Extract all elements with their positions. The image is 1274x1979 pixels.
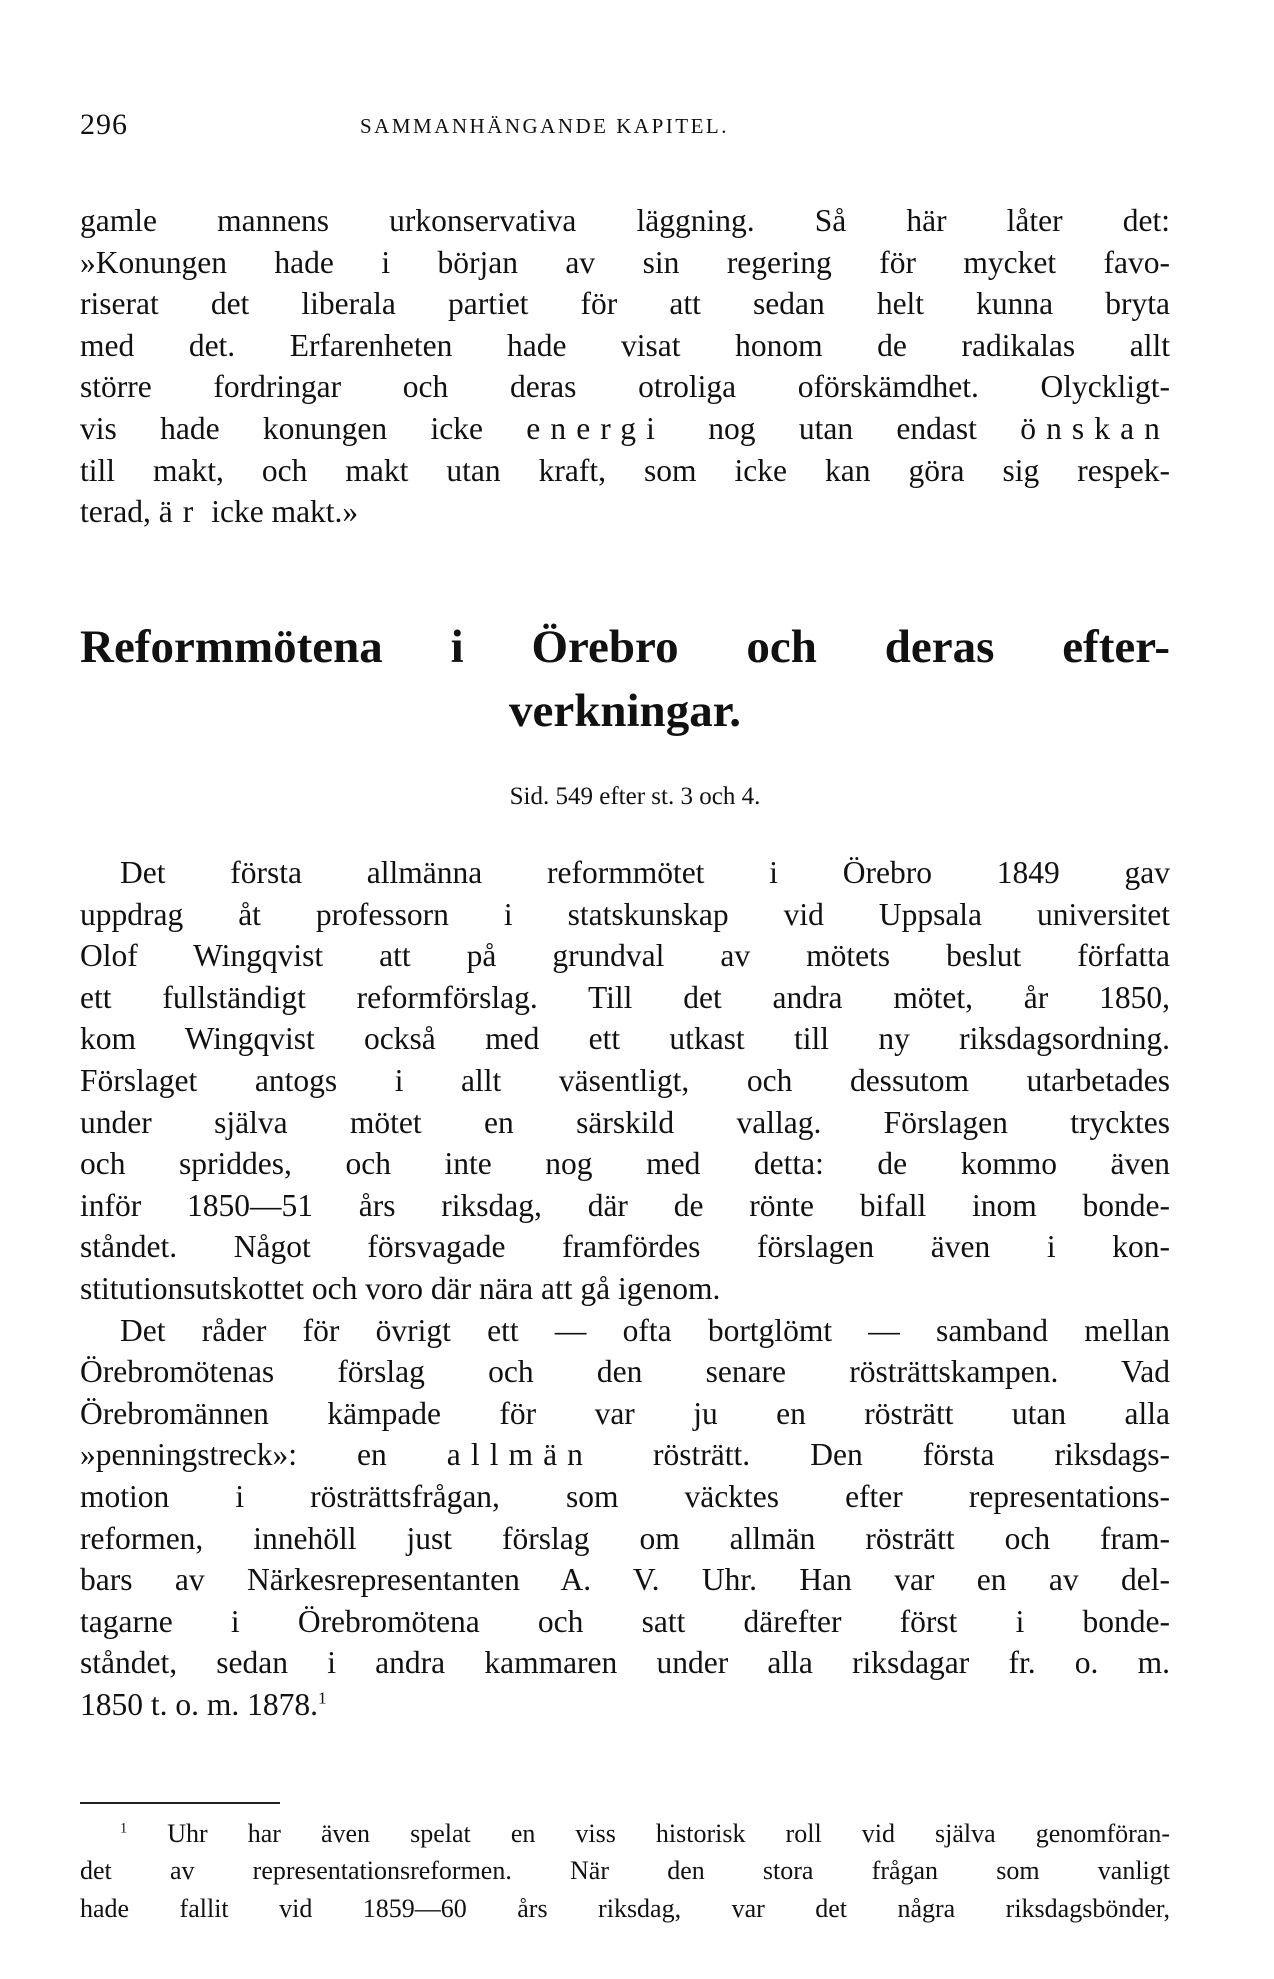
text-line: större fordringar och deras otroliga oförskämdhet. Olyckligt- (80, 369, 1170, 405)
text-line: bars av Närkesrepresentanten A. V. Uhr. Han var en av del- (80, 1562, 1170, 1598)
text-run: rösträtt. Den första riksdags- (593, 1437, 1170, 1473)
text-line (80, 408, 1170, 450)
running-title: SAMMANHÄNGANDE KAPITEL. (360, 114, 729, 138)
footnote-line (80, 1815, 1170, 1852)
text-line: uppdrag åt professorn i statskunskap vid Uppsala universitet (80, 896, 1170, 932)
text-line (80, 491, 1170, 533)
footnote-line: det av representationsreformen. När den stora frågan som vanligt (80, 1856, 1170, 1886)
text-line: stitutionsutskottet och voro där nära att gå igenom. (80, 1270, 721, 1306)
section-heading-line-2: verkningar. (509, 685, 741, 737)
footnote-reference[interactable]: 1 (318, 1688, 327, 1708)
text-line: Förslaget antogs i allt väsentligt, och dessutom utarbetades (80, 1062, 1170, 1098)
text-line: Örebromännen kämpade för var ju en rösträtt utan alla (80, 1395, 1170, 1431)
text-line: till makt, och makt utan kraft, som icke kan göra sig respek- (80, 452, 1170, 488)
source-reference: Sid. 549 efter st. 3 och 4. (509, 783, 761, 810)
text-line: ståndet, sedan i andra kammaren under alla riksdagar fr. o. m. (80, 1645, 1170, 1681)
footnote-line: hade fallit vid 1859—60 års riksdag, var det några riksdagsbönder, (80, 1893, 1170, 1923)
section-heading-line-1: Reformmötena i Örebro och deras efter- (80, 621, 1170, 673)
text-run: nog utan endast (664, 410, 1021, 446)
text-line: tagarne i Örebromötena och satt därefter först i bonde- (80, 1603, 1170, 1639)
page-number: 296 (80, 108, 128, 141)
quote-paragraph (80, 200, 1170, 533)
text-line: Det första allmänna reformmötet i Örebro 1849 gav (120, 855, 1170, 890)
text-line: Olof Wingqvist att på grundval av mötets beslut författa (80, 938, 1170, 974)
section-heading (80, 615, 1170, 743)
spaced-emphasis: allmän (446, 1437, 593, 1473)
text-line: kom Wingqvist också med ett utkast till ny riksdagsordning. (80, 1021, 1170, 1057)
text-run: vis hade konungen icke (80, 410, 527, 446)
running-head (80, 108, 1170, 148)
text-line: ståndet. Något försvagade framfördes förslagen även i kon- (80, 1229, 1170, 1265)
main-paragraphs (80, 852, 1170, 1725)
text-line: reformen, innehöll just förslag om allmän rösträtt och fram- (80, 1520, 1170, 1556)
text-run: terad, (80, 494, 159, 530)
book-page (80, 0, 1170, 1979)
spaced-emphasis: energi (526, 410, 665, 446)
text-line: Det råder för övrigt ett — ofta bortglömt — samband mellan (120, 1312, 1170, 1348)
text-run: 1850 t. o. m. 1878. (80, 1686, 319, 1722)
footnotes (80, 1815, 1170, 1927)
text-line (80, 1434, 1170, 1476)
text-run: »penningstreck»: en (80, 1437, 447, 1473)
spaced-emphasis: önskan (1020, 410, 1170, 446)
text-line: motion i rösträttsfrågan, som väcktes efter representations- (80, 1478, 1170, 1514)
text-line: »Konungen hade i början av sin regering för mycket favo- (80, 244, 1170, 280)
text-run: Uhr har även spelat en viss historisk roll vid själva genomföran- (167, 1819, 1170, 1848)
text-line (80, 1684, 1170, 1726)
text-line: riserat det liberala partiet för att sedan helt kunna bryta (80, 286, 1170, 322)
text-line: under själva mötet en särskild vallag. Förslagen trycktes (80, 1104, 1170, 1140)
spaced-emphasis: är (158, 494, 204, 530)
text-run: icke makt.» (203, 494, 359, 530)
text-line: och spriddes, och inte nog med detta: de kommo även (80, 1146, 1170, 1182)
text-line: med det. Erfarenheten hade visat honom de radikalas allt (80, 327, 1170, 363)
text-line: inför 1850—51 års riksdag, där de rönte bifall inom bonde- (80, 1187, 1170, 1223)
text-line: gamle mannens urkonservativa läggning. Så här låter det: (80, 203, 1170, 238)
footnote-divider (80, 1802, 280, 1804)
text-line: Örebromötenas förslag och den senare rösträttskampen. Vad (80, 1354, 1170, 1390)
footnote-marker: 1 (120, 1820, 128, 1837)
text-line: ett fullständigt reformförslag. Till det andra mötet, år 1850, (80, 979, 1170, 1015)
